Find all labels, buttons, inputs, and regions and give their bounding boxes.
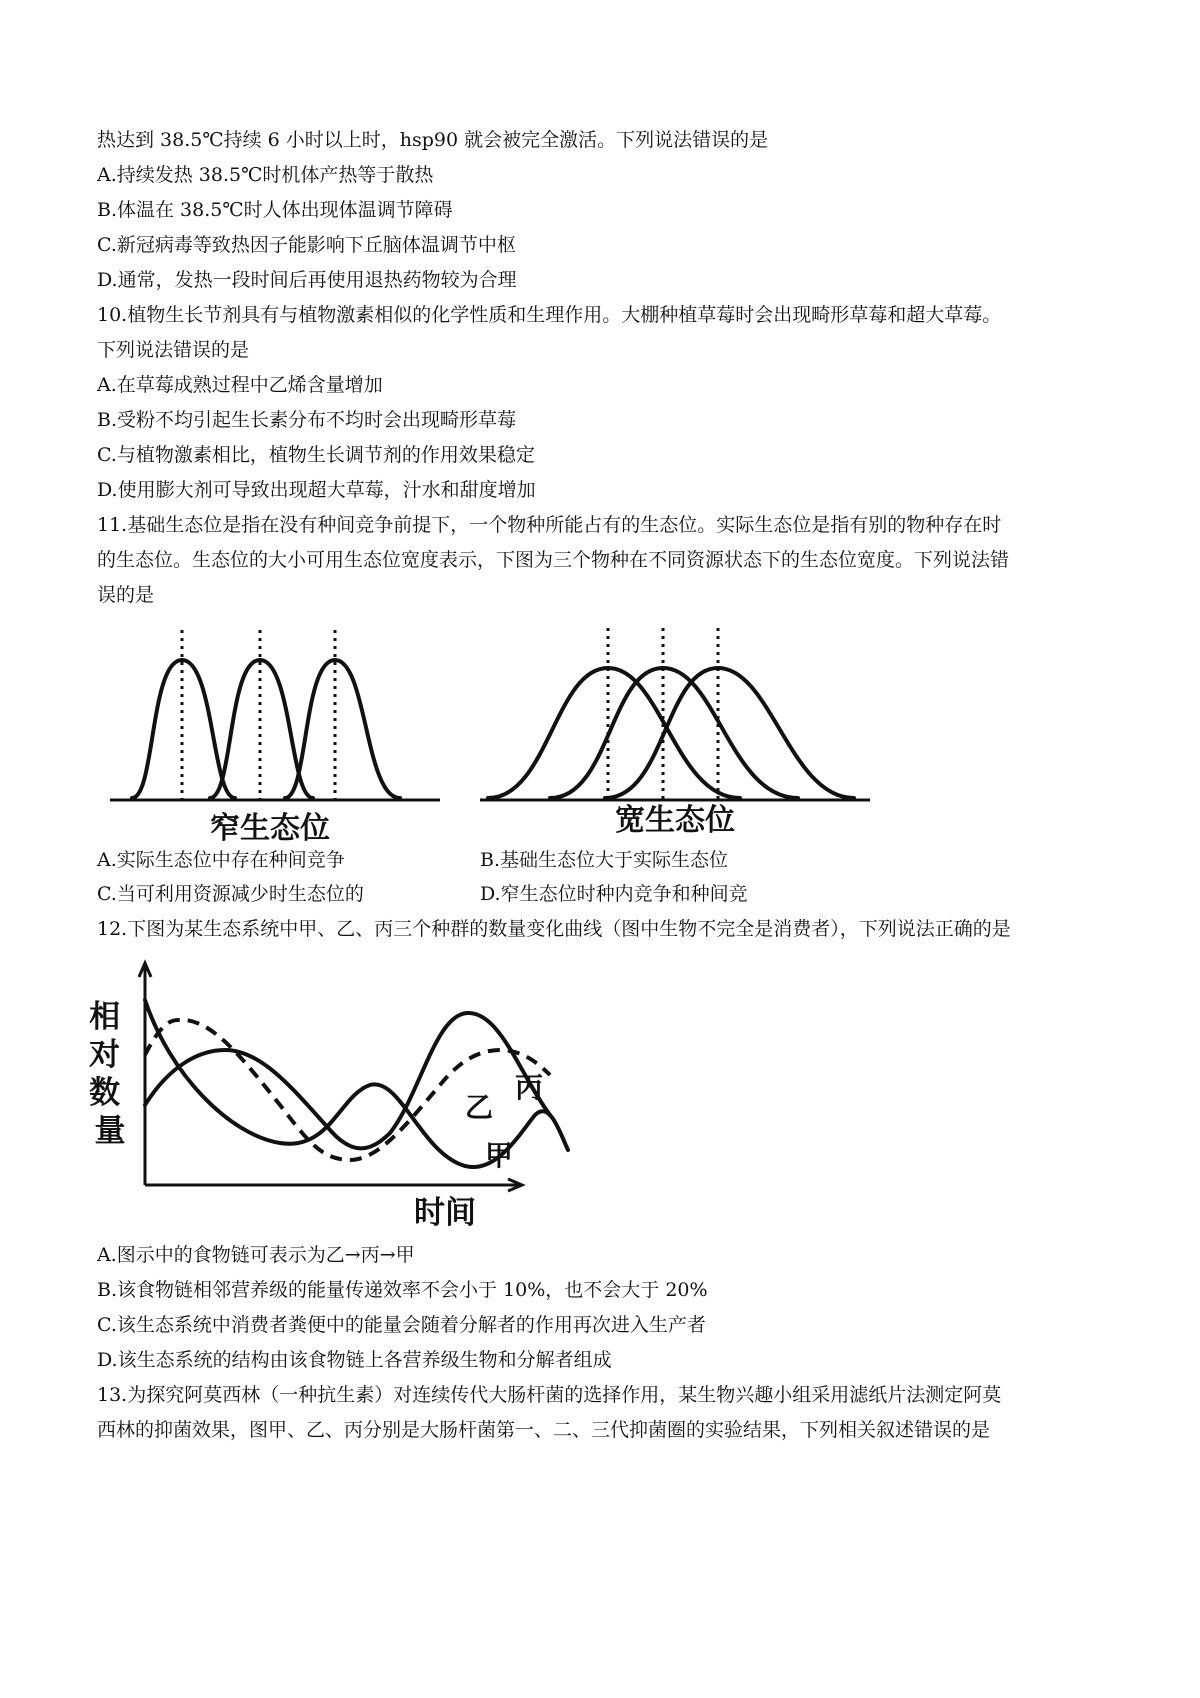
wide-niche-figure xyxy=(470,620,890,845)
wide-niche-curve-2 xyxy=(550,668,798,798)
q12-option-b: B.该食物链相邻营养级的能量传递效率不会小于 10%，也不会大于 20% xyxy=(97,1279,708,1301)
narrow-niche-curve-3 xyxy=(285,660,400,798)
q10-stem-line-2: 下列说法错误的是 xyxy=(97,339,250,361)
q11-stem-line-1: 11.基础生态位是指在没有种间竞争前提下，一个物种所能占有的生态位。实际生态位是指有别的物种存在时 xyxy=(97,514,1002,536)
population-xlabel: 时间 xyxy=(414,1195,476,1231)
q9-option-b: B.体温在 38.5℃时人体出现体温调节障碍 xyxy=(97,199,453,221)
q13-stem-line-1: 13.为探究阿莫西林（一种抗生素）对连续传代大肠杆菌的选择作用，某生物兴趣小组采用滤纸片法测定阿莫 xyxy=(97,1384,1002,1406)
q11-option-b: B.基础生态位大于实际生态位 xyxy=(480,849,729,871)
q10-option-d: D.使用膨大剂可导致出现超大草莓，汁水和甜度增加 xyxy=(97,479,536,501)
q9-option-d: D.通常，发热一段时间后再使用退热药物较为合理 xyxy=(97,269,517,291)
q13-stem-line-2: 西林的抑菌效果，图甲、乙、丙分别是大肠杆菌第一、二、三代抑菌圈的实验结果，下列相关叙述错误的是 xyxy=(97,1419,991,1441)
wide-niche-label: 宽生态位 xyxy=(615,803,735,838)
q10-option-a: A.在草莓成熟过程中乙烯含量增加 xyxy=(97,374,383,396)
q10-option-c: C.与植物激素相比，植物生长调节剂的作用效果稳定 xyxy=(97,444,535,466)
q9-option-a: A.持续发热 38.5℃时机体产热等于散热 xyxy=(97,164,434,186)
q10-option-b: B.受粉不均引起生长素分布不均时会出现畸形草莓 xyxy=(97,409,517,431)
wide-niche-curve-1 xyxy=(488,668,740,798)
ylabel-char-2: 对 xyxy=(89,1037,121,1073)
narrow-niche-label: 窄生态位 xyxy=(210,811,330,846)
q12-option-c: C.该生态系统中消费者粪便中的能量会随着分解者的作用再次进入生产者 xyxy=(97,1314,706,1336)
q9-stem-tail: 热达到 38.5℃持续 6 小时以上时，hsp90 就会被完全激活。下列说法错误的是 xyxy=(97,129,769,151)
series-yi-curve xyxy=(145,1013,550,1148)
q12-option-a: A.图示中的食物链可表示为乙→丙→甲 xyxy=(97,1244,415,1266)
series-label-jia: 甲 xyxy=(485,1139,514,1172)
q11-option-d: D.窄生态位时种内竞争和种间竞 xyxy=(480,883,748,905)
q10-stem-line-1: 10.植物生长节剂具有与植物激素相似的化学性质和生理作用。大棚种植草莓时会出现畸形草莓和超大草莓。 xyxy=(97,304,1002,326)
series-label-yi: 乙 xyxy=(465,1091,494,1124)
series-label-bing: 丙 xyxy=(515,1071,544,1104)
population-figure xyxy=(90,955,580,1235)
q11-option-a: A.实际生态位中存在种间竞争 xyxy=(97,849,345,871)
q11-stem-line-2: 的生态位。生态位的大小可用生态位宽度表示，下图为三个物种在不同资源状态下的生态位宽度。下列说法错 xyxy=(97,549,1010,571)
ylabel-char-1: 相 xyxy=(89,999,121,1035)
q12-stem: 12.下图为某生态系统中甲、乙、丙三个种群的数量变化曲线（图中生物不完全是消费者），下列说法正确的是 xyxy=(97,918,1011,940)
q11-option-c: C.当可利用资源减少时生态位的 xyxy=(97,883,364,905)
ylabel-char-3: 数 xyxy=(89,1075,121,1111)
narrow-niche-figure xyxy=(110,620,450,845)
population-ylabel xyxy=(89,999,131,1149)
q12-option-d: D.该生态系统的结构由该食物链上各营养级生物和分解者组成 xyxy=(97,1349,612,1371)
q9-option-c: C.新冠病毒等致热因子能影响下丘脑体温调节中枢 xyxy=(97,234,516,256)
q11-stem-line-3: 误的是 xyxy=(97,584,155,606)
ylabel-char-4: 量 xyxy=(94,1113,126,1149)
